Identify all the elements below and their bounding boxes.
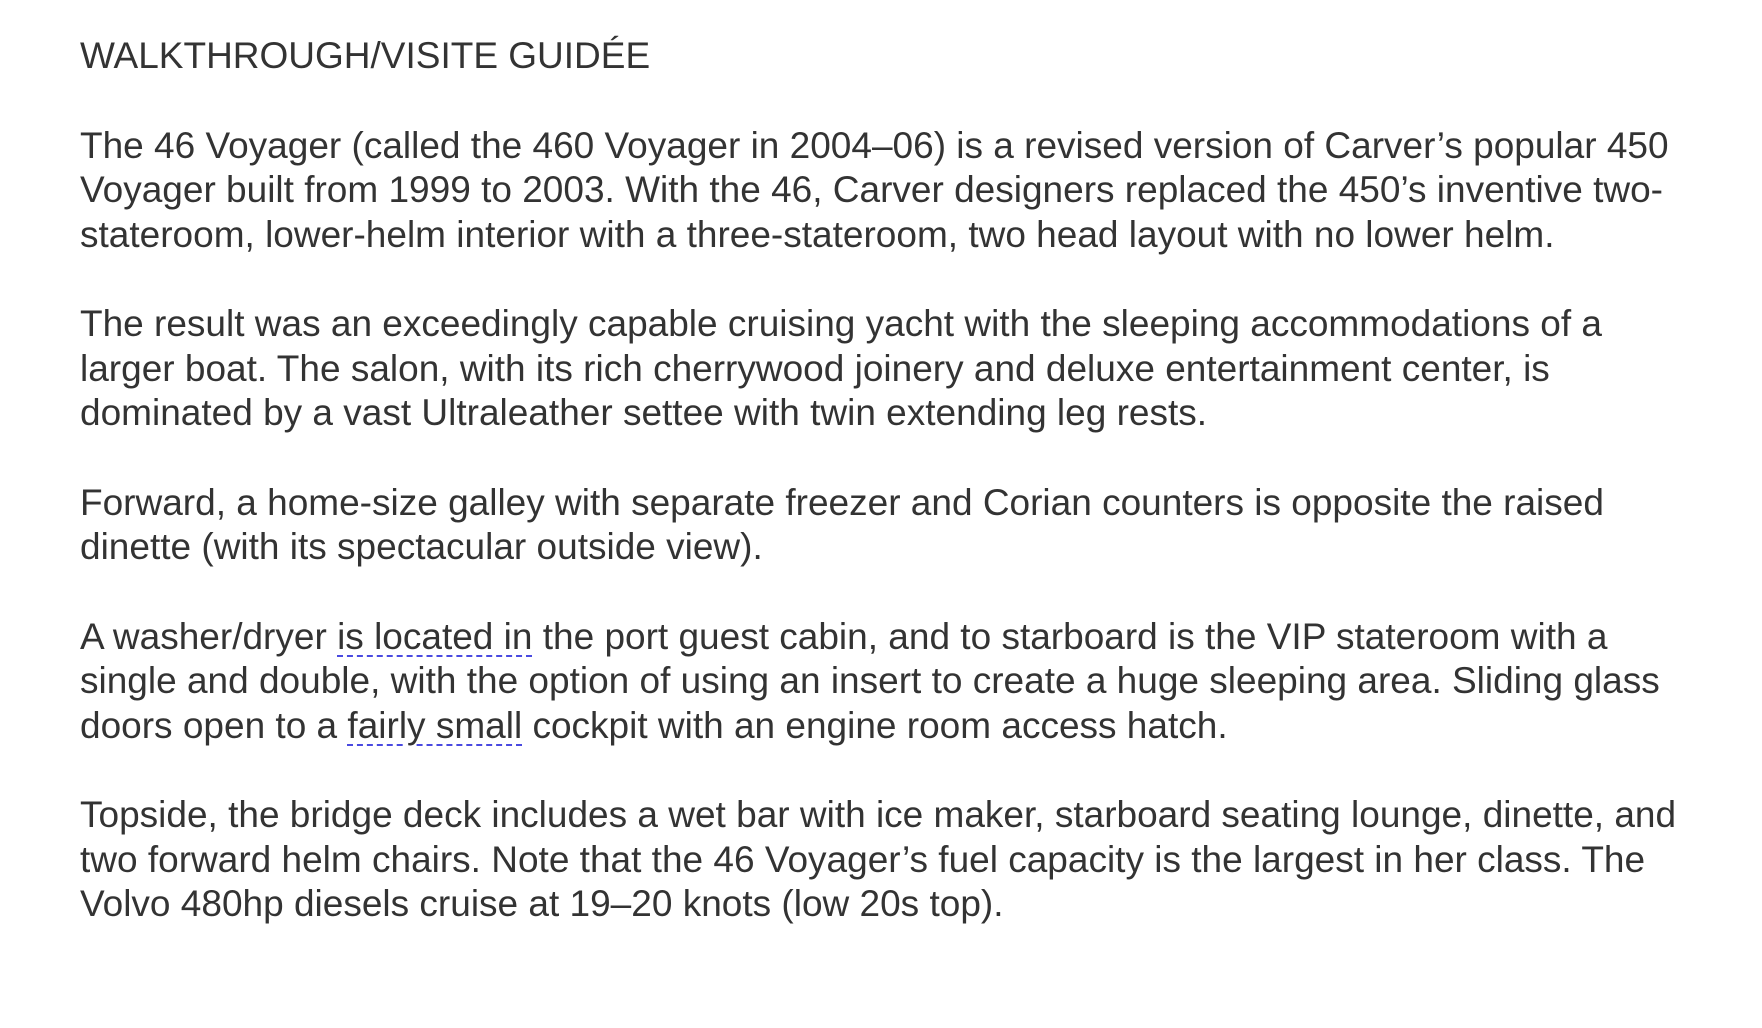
paragraph-4-text-a: A washer/dryer [80,615,338,657]
paragraph-4-text-b: the port guest cabin, and to starboard is the VIP stateroom with a single and double, with the option of using an insert to create a huge sleeping area. Sliding glass doors open to a [80,615,1660,746]
paragraph-1: The 46 Voyager (called the 460 Voyager in 2004–06) is a revised version of Carver’s popular 450 Voyager built from 1999 to 2003. With the 46, Carver designers replaced the 450’s inventive two-stateroom, lower-helm interior with a three-stateroom, two head layout with no lower helm. [80,124,1669,255]
paragraph-5: Topside, the bridge deck includes a wet bar with ice maker, starboard seating lounge, dinette, and two forward helm chairs. Note that the 46 Voyager’s fuel capacity is the largest in her class. The Volvo 480hp diesels cruise at 19–20 knots (low 20s top). [80,794,1677,924]
paragraph-3: Forward, a home-size galley with separate freezer and Corian counters is opposite the raised dinette (with its spectacular outside view). [80,481,1604,567]
grammar-suggestion-is-located-in[interactable]: is located in [337,615,533,657]
document-heading: WALKTHROUGH/VISITE GUIDÉE [80,35,651,76]
document-body [80,34,1680,972]
grammar-suggestion-fairly-small[interactable]: fairly small [347,704,523,746]
paragraph-2: The result was an exceedingly capable cruising yacht with the sleeping accommodations of a larger boat. The salon, with its rich cherrywood joinery and deluxe entertainment center, is dominated by a vast Ultraleather settee with twin extending leg rests. [80,303,1602,433]
paragraph-4-text-c: cockpit with an engine room access hatch. [522,704,1228,746]
paragraph-4 [80,615,1680,749]
